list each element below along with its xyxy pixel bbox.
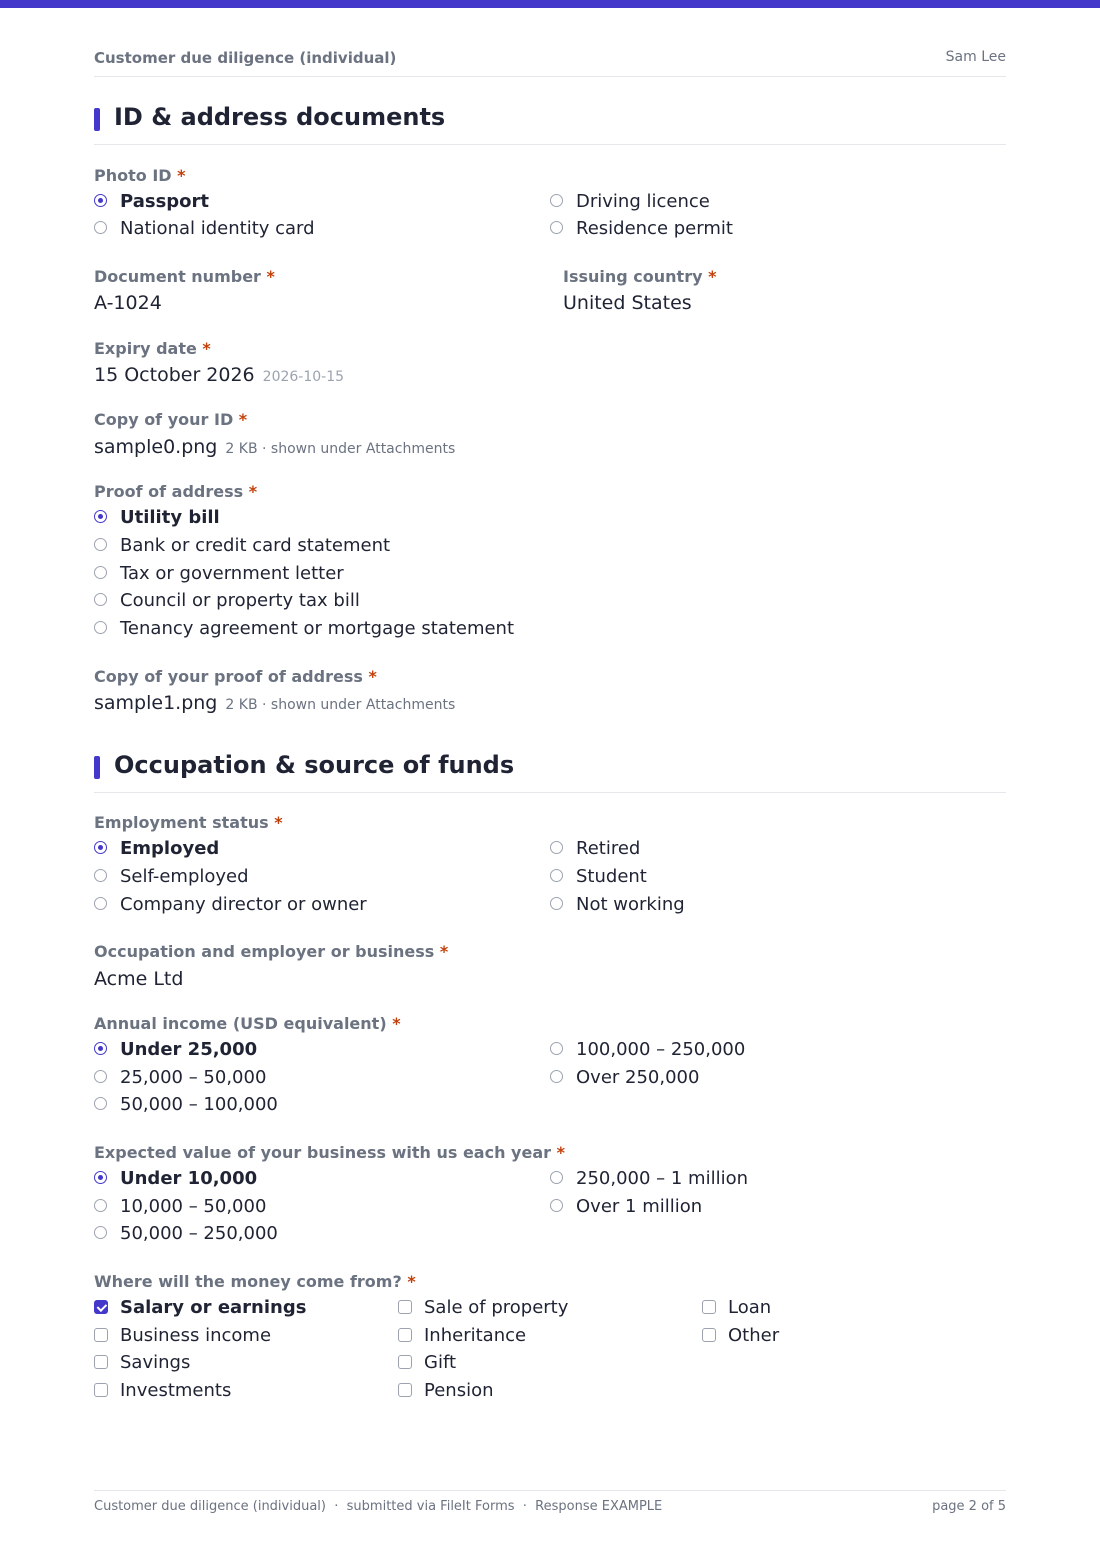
footer-info: Customer due diligence (individual) · submitted via FileIt Forms · Response EXAMPLE: [94, 1499, 663, 1514]
occupation-label: Occupation and employer or business *: [94, 942, 449, 961]
money-source-label: Where will the money come from? *: [94, 1272, 416, 1291]
radio-icon: [94, 593, 107, 606]
address-copy-file: [94, 692, 455, 714]
radio-icon: [94, 566, 107, 579]
radio-icon: [550, 841, 563, 854]
employment-status-label: Employment status *: [94, 813, 283, 832]
user-name: Sam Lee: [945, 49, 1006, 65]
radio-selected-icon: [94, 194, 107, 207]
document-number-label: Document number *: [94, 267, 275, 286]
radio-selected-icon: [94, 1042, 107, 1055]
expiry-date-value: 15 October 2026 2026-10-15: [94, 364, 345, 386]
annual-income-label: Annual income (USD equivalent) *: [94, 1014, 401, 1033]
page-footer: [94, 1490, 1006, 1521]
radio-icon: [94, 621, 107, 634]
section-accent-bar: [94, 108, 100, 131]
checkbox-icon: [94, 1355, 108, 1369]
expected-value-label: Expected value of your business with us each year *: [94, 1143, 565, 1162]
id-copy-label: Copy of your ID *: [94, 410, 248, 429]
radio-icon: [550, 869, 563, 882]
document-number-value: A-1024: [94, 292, 162, 314]
radio-icon: [550, 1042, 563, 1055]
radio-icon: [550, 221, 563, 234]
radio-icon: [550, 194, 563, 207]
attachment-filename: sample0.png: [94, 436, 218, 458]
attachment-filename: sample1.png: [94, 692, 218, 714]
checkbox-icon: [702, 1300, 716, 1314]
checkbox-icon: [398, 1355, 412, 1369]
radio-icon: [94, 897, 107, 910]
radio-icon: [94, 221, 107, 234]
checkbox-icon: [398, 1328, 412, 1342]
page-header: [94, 48, 1006, 77]
attachment-meta: 2 KB · shown under Attachments: [225, 697, 456, 713]
section-heading-occupation: [94, 751, 1006, 793]
section-title: ID & address documents: [114, 103, 446, 131]
radio-icon: [550, 1070, 563, 1083]
checkbox-icon: [398, 1300, 412, 1314]
id-copy-file: [94, 436, 455, 458]
attachment-meta: 2 KB · shown under Attachments: [225, 441, 456, 457]
radio-icon: [94, 1070, 107, 1083]
issuing-country-label: Issuing country *: [563, 267, 717, 286]
section-accent-bar: [94, 756, 100, 779]
checkbox-icon: [94, 1328, 108, 1342]
proof-of-address-label: Proof of address *: [94, 482, 258, 501]
form-title: Customer due diligence (individual): [94, 49, 397, 67]
radio-selected-icon: [94, 841, 107, 854]
checkbox-checked-icon: [94, 1300, 108, 1314]
radio-icon: [550, 1199, 563, 1212]
expiry-date-label: Expiry date *: [94, 339, 211, 358]
radio-icon: [94, 1097, 107, 1110]
accent-top-bar: [0, 0, 1100, 8]
page-number: page 2 of 5: [932, 1499, 1006, 1514]
issuing-country-value: United States: [563, 292, 692, 314]
radio-icon: [550, 1171, 563, 1184]
address-copy-label: Copy of your proof of address *: [94, 667, 377, 686]
radio-icon: [550, 897, 563, 910]
radio-icon: [94, 538, 107, 551]
checkbox-icon: [94, 1383, 108, 1397]
section-title: Occupation & source of funds: [114, 751, 515, 779]
checkbox-icon: [398, 1383, 412, 1397]
radio-selected-icon: [94, 1171, 107, 1184]
radio-icon: [94, 1226, 107, 1239]
photo-id-label: Photo ID *: [94, 166, 186, 185]
checkbox-icon: [702, 1328, 716, 1342]
radio-selected-icon: [94, 510, 107, 523]
expiry-date-iso: 2026-10-15: [262, 369, 345, 385]
radio-icon: [94, 1199, 107, 1212]
occupation-value: Acme Ltd: [94, 968, 184, 990]
radio-icon: [94, 869, 107, 882]
section-heading-id-documents: [94, 103, 1006, 145]
